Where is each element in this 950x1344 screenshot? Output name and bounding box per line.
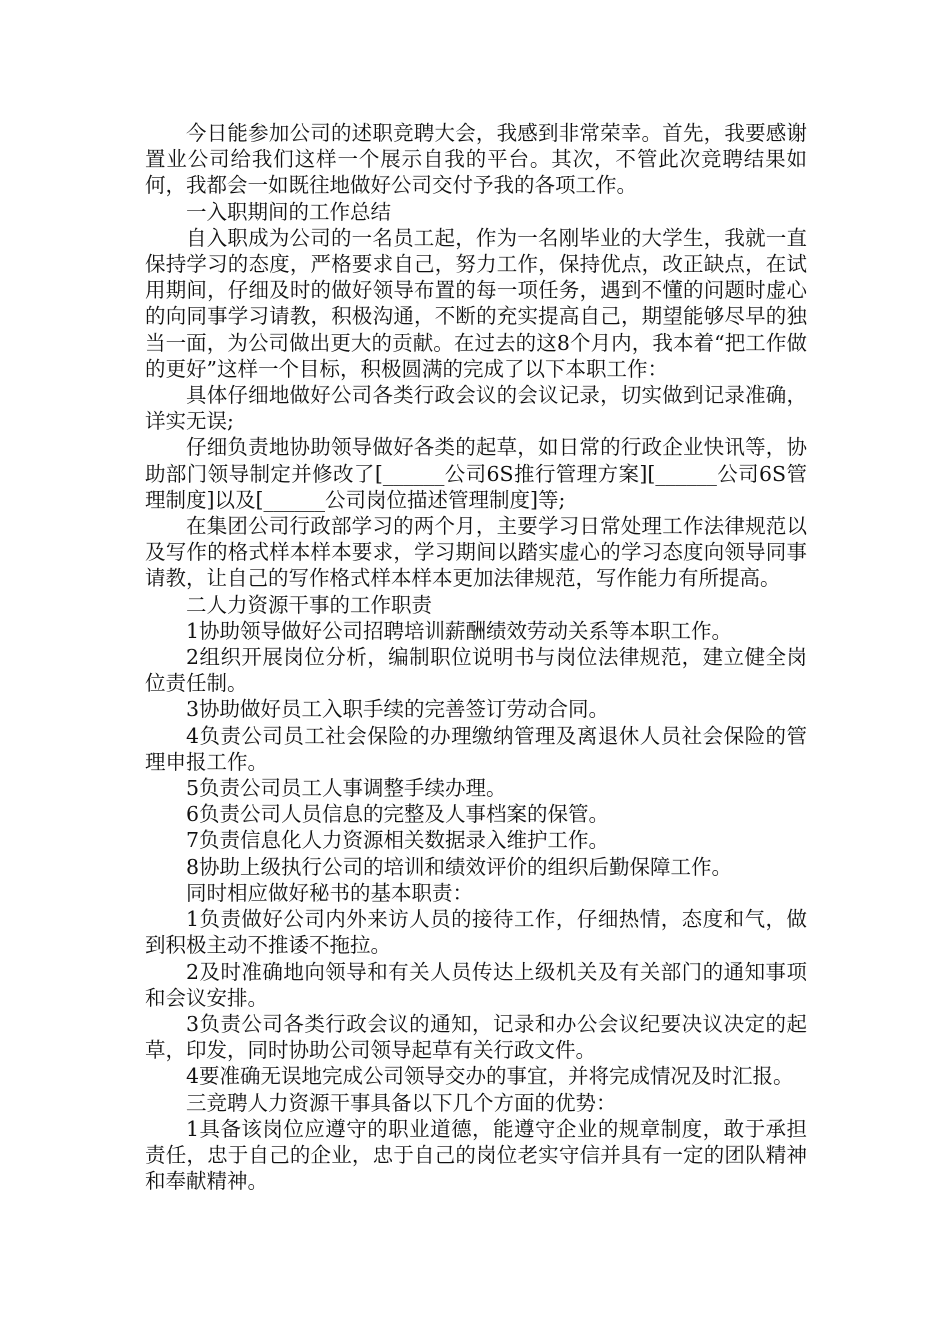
list-item: 1协助领导做好公司招聘培训薪酬绩效劳动关系等本职工作。 bbox=[186, 618, 733, 643]
list-item: 5负责公司员工人事调整手续办理。 bbox=[186, 776, 507, 801]
paragraph-intro: 今日能参加公司的述职竞聘大会，我感到非常荣幸。首先，我要感谢置业公司给我们这样一个展示自我的平台。其次，不管此次竞聘结果如何，我都会一如既往地做好公司交付予我的各项工作。 bbox=[145, 121, 807, 198]
list-item: 4要准确无误地完成公司领导交办的事宜，并将完成情况及时汇报。 bbox=[186, 1064, 794, 1089]
list-item: 2及时准确地向领导和有关人员传达上级机关及有关部门的通知事项和会议安排。 bbox=[145, 959, 807, 1010]
list-item: 3负责公司各类行政会议的通知，记录和办公会议纪要决议决定的起草，印发，同时协助公司领导起草有关行政文件。 bbox=[145, 1011, 807, 1063]
list-item: 8协助上级执行公司的培训和绩效评价的组织后勤保障工作。 bbox=[186, 854, 733, 879]
list-item: 3协助做好员工入职手续的完善签订劳动合同。 bbox=[186, 697, 610, 722]
paragraph-work-summary: 自入职成为公司的一名员工起，作为一名刚毕业的大学生，我就一直保持学习的态度，严格要求自己，努力工作，保持优点，改正缺点，在试用期间，仔细及时的做好领导布置的每一项任务，遇到不懂的问题时虚心的向同事学习请教，积极沟通，不断的充实提高自己，期望能够尽早的独当一面，为公司做出更大的贡献。在过去的这8个月内，我本着“把工作做的更好”这样一个目标，积极圆满的完成了以下本职工作： bbox=[145, 225, 807, 381]
section-heading-3: 三竞聘人力资源干事具备以下几个方面的优势： bbox=[186, 1090, 617, 1115]
list-item: 1负责做好公司内外来访人员的接待工作，仔细热情，态度和气，做到积极主动不推诿不拖拉。 bbox=[145, 907, 807, 958]
section-heading-1: 一入职期间的工作总结 bbox=[186, 199, 391, 224]
list-item: 4负责公司员工社会保险的办理缴纳管理及离退休人员社会保险的管理申报工作。 bbox=[145, 723, 807, 774]
paragraph-study: 在集团公司行政部学习的两个月，主要学习日常处理工作法律规范以及写作的格式样本样本要求，学习期间以踏实虚心的学习态度向领导同事请教，让自己的写作格式样本样本更加法律规范，写作能力有所提高。 bbox=[145, 514, 807, 591]
section-heading-2: 二人力资源干事的工作职责 bbox=[186, 592, 432, 617]
list-item: 1具备该岗位应遵守的职业道德，能遵守企业的规章制度，敢于承担责任，忠于自己的企业，忠于自己的岗位老实守信并具有一定的团队精神和奉献精神。 bbox=[145, 1116, 807, 1194]
list-item: 6负责公司人员信息的完整及人事档案的保管。 bbox=[186, 802, 610, 827]
paragraph-drafting: 仔细负责地协助领导做好各类的起草，如日常的行政企业快讯等，协助部门领导制定并修改了[______公司6S推行管理方案][______公司6S管理制度]以及[______公司岗位描述管理制度]等; bbox=[145, 435, 807, 512]
paragraph-meeting-records: 具体仔细地做好公司各类行政会议的会议记录，切实做到记录准确，详实无误; bbox=[145, 383, 807, 434]
list-item: 7负责信息化人力资源相关数据录入维护工作。 bbox=[186, 828, 610, 853]
list-item: 2组织开展岗位分析，编制职位说明书与岗位法律规范，建立健全岗位责任制。 bbox=[145, 645, 807, 696]
document-body bbox=[145, 120, 807, 1194]
paragraph-secretary-duties: 同时相应做好秘书的基本职责： bbox=[186, 880, 473, 905]
